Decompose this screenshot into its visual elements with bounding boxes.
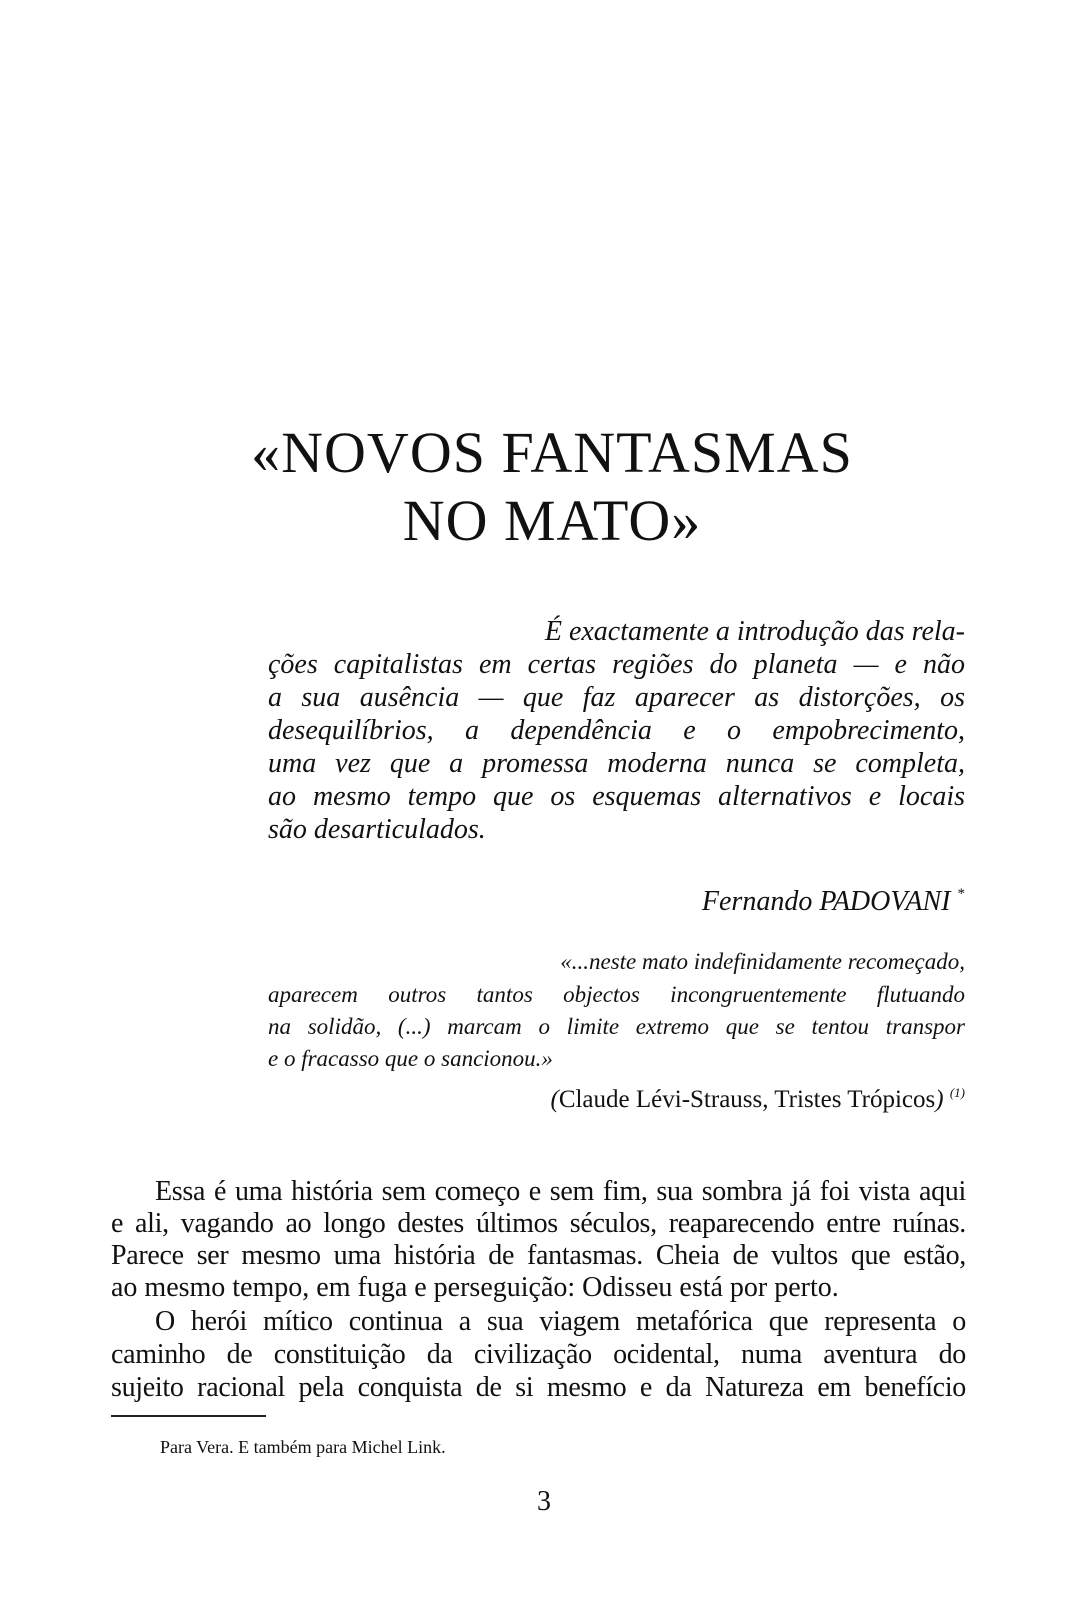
footnote-divider <box>111 1415 266 1417</box>
epigraph-line: a sua ausência — que faz aparecer as distorções, os <box>268 682 965 713</box>
body-line: sujeito racional pela conquista de si mesmo e da Natureza em benefício <box>111 1372 966 1403</box>
body-line: caminho de constituição da civilização ocidental, numa aventura do <box>111 1339 966 1370</box>
body-line: ao mesmo tempo, em fuga e perseguição: Odisseu está por perto. <box>111 1272 839 1303</box>
epigraph-line: e o fracasso que o sancionou.» <box>268 1046 553 1071</box>
footnote: Para Vera. E também para Michel Link. <box>160 1437 446 1457</box>
body-line: e ali, vagando ao longo destes últimos séculos, reaparecendo entre ruínas. <box>111 1208 966 1239</box>
citation-text: Claude Lévi-Strauss, Tristes Trópicos <box>558 1086 936 1113</box>
epigraph-line: É exactamente a introdução das rela- <box>544 616 965 647</box>
epigraph-line: ções capitalistas em certas regiões do planeta — e não <box>268 649 965 680</box>
epigraph-line: ao mesmo tempo que os esquemas alternativos e locais <box>268 781 965 812</box>
body-line: O herói mítico continua a sua viagem metafórica que representa o <box>155 1306 966 1337</box>
epigraph-citation: (Claude Lévi-Strauss, Tristes Trópicos) $^{(1)}$ <box>550 1085 965 1113</box>
body-line: Essa é uma história sem começo e sem fim, sua sombra já foi vista aqui <box>155 1176 966 1207</box>
epigraph-line: são desarticulados. <box>268 814 486 845</box>
chapter-title-line-1: «NOVOS FANTASMAS <box>251 420 853 485</box>
epigraph-line: «...neste mato indefinidamente recomeçado, <box>560 949 965 974</box>
epigraph-line: aparecem outros tantos objectos incongruentemente flutuando <box>268 982 965 1007</box>
epigraph-line: uma vez que a promessa moderna nunca se completa, <box>268 748 965 779</box>
body-line: Parece ser mesmo uma história de fantasmas. Cheia de vultos que estão, <box>111 1240 966 1271</box>
author-footnote-mark: * <box>957 886 965 902</box>
epigraph-line: desequilíbrios, a dependência e o empobrecimento, <box>268 715 965 746</box>
epigraph-line: na solidão, (...) marcam o limite extremo que se tentou transpor <box>268 1014 965 1039</box>
chapter-title-line-2: NO MATO» <box>402 488 702 553</box>
author-name: Fernando PADOVANI <box>701 886 951 917</box>
footnote-reference: (1) <box>949 1085 965 1100</box>
epigraph-author <box>268 878 965 918</box>
page-number: 3 <box>537 1486 551 1517</box>
